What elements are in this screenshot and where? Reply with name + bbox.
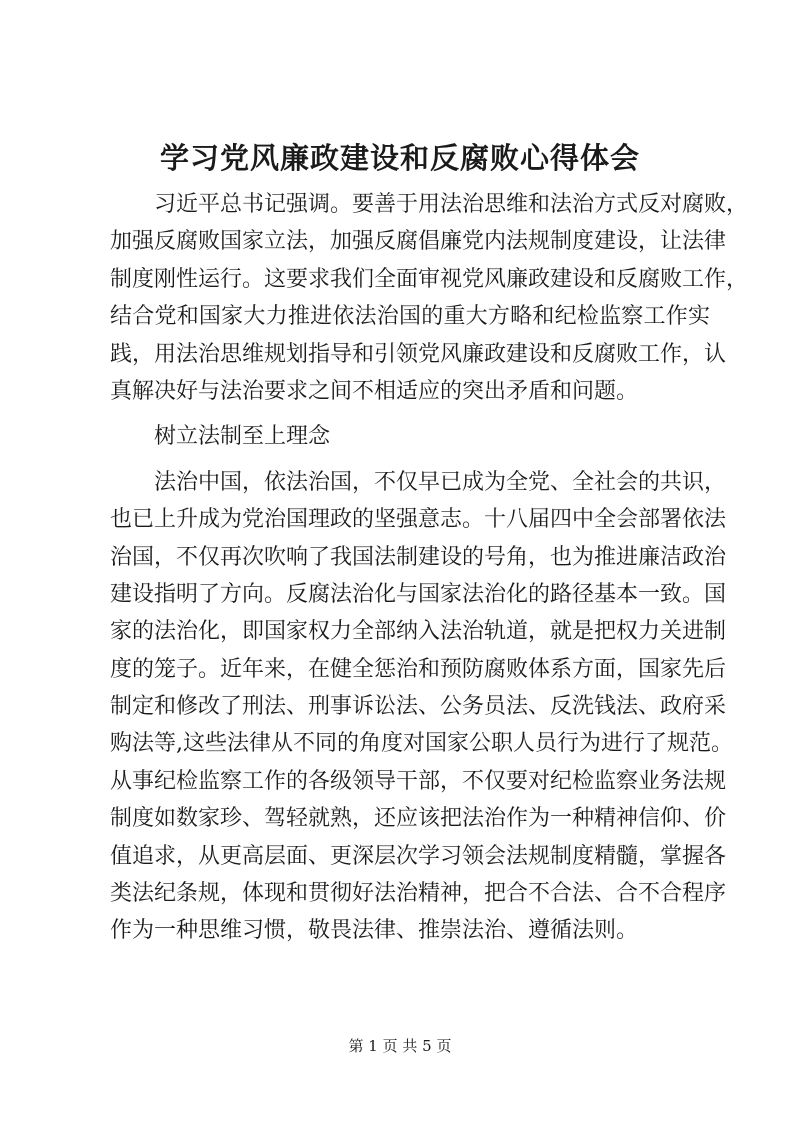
- paragraph-line: 制定和修改了刑法、刑事诉讼法、公务员法、反洗钱法、政府采: [110, 694, 727, 720]
- paragraph-line: 真解决好与法治要求之间不相适应的突出矛盾和问题。: [110, 378, 639, 404]
- paragraph-line: 作为一种思维习惯，敬畏法律、推崇法治、遵循法则。: [110, 918, 639, 944]
- document-title: 学习党风廉政建设和反腐败心得体会: [159, 141, 640, 175]
- paragraph-line: 从事纪检监察工作的各级领导干部，不仅要对纪检监察业务法规: [110, 768, 727, 794]
- paragraph-line: 习近平总书记强调。要善于用法治思维和法治方式反对腐败，: [154, 192, 749, 217]
- paragraph-line: 加强反腐败国家立法，加强反腐倡廉党内法规制度建设，让法律: [110, 229, 727, 255]
- paragraph-line: 家的法治化，即国家权力全部纳入法治轨道，就是把权力关进制: [110, 619, 727, 645]
- paragraph-line: 结合党和国家大力推进依法治国的重大方略和纪检监察工作实: [110, 304, 710, 330]
- section-heading: 树立法制至上理念: [154, 424, 331, 450]
- paragraph-2: [110, 464, 733, 950]
- paragraph-line: 购法等,这些法律从不同的角度对国家公职人员行为进行了规范。: [110, 731, 733, 757]
- page-number-footer: 第 1 页 共 5 页: [348, 1037, 452, 1055]
- paragraph-line: 治国，不仅再次吹响了我国法制建设的号角，也为推进廉洁政治: [110, 544, 727, 570]
- paragraph-1: [110, 186, 749, 410]
- paragraph-line: 制度刚性运行。这要求我们全面审视党风廉政建设和反腐败工作，: [110, 266, 749, 292]
- paragraph-line: 法治中国，依法治国，不仅早已成为全党、全社会的共识，: [154, 469, 727, 495]
- paragraph-line: 制度如数家珍、驾轻就熟，还应该把法治作为一种精神信仰、价: [110, 806, 727, 832]
- paragraph-line: 践，用法治思维规划指导和引领党风廉政建设和反腐败工作，认: [110, 341, 727, 367]
- paragraph-line: 建设指明了方向。反腐法治化与国家法治化的路径基本一致。国: [110, 581, 727, 607]
- paragraph-line: 也已上升成为党治国理政的坚强意志。十八届四中全会部署依法: [110, 507, 727, 533]
- document-body: [110, 186, 749, 950]
- paragraph-line: 值追求，从更高层面、更深层次学习领会法规制度精髓，掌握各: [110, 843, 727, 869]
- paragraph-line: 度的笼子。近年来，在健全惩治和预防腐败体系方面，国家先后: [110, 656, 727, 682]
- paragraph-line: 类法纪条规，体现和贯彻好法治精神，把合不合法、合不合程序: [110, 881, 727, 907]
